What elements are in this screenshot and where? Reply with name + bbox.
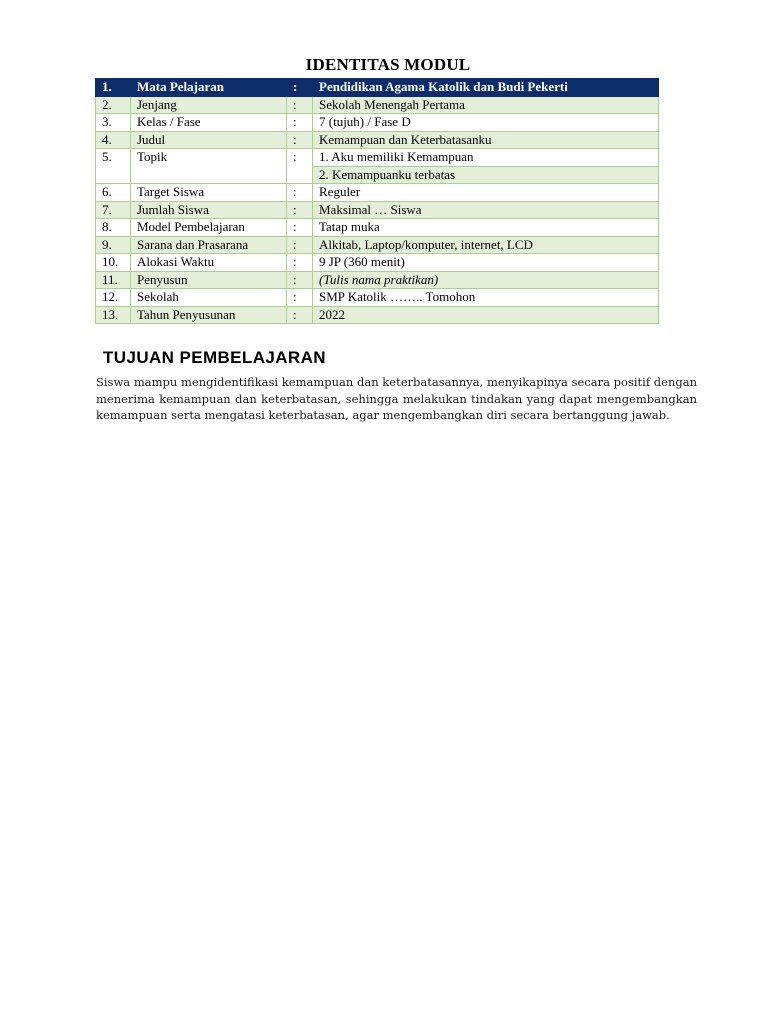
- table-header-row: [96, 79, 659, 97]
- row-value-list: [313, 149, 659, 184]
- row-number: 12.: [96, 289, 131, 307]
- row-label: Penyusun: [131, 271, 287, 289]
- topic-item: 2. Kemampuanku terbatas: [313, 167, 658, 184]
- row-number: 3.: [96, 114, 131, 132]
- row-label: Topik: [131, 149, 287, 184]
- row-label: Kelas / Fase: [131, 114, 287, 132]
- table-row: [96, 131, 659, 149]
- table-row: [96, 254, 659, 272]
- table-row: [96, 184, 659, 202]
- row-colon: :: [287, 149, 313, 184]
- row-colon: :: [287, 219, 313, 237]
- row-colon: :: [287, 201, 313, 219]
- table-row: [96, 289, 659, 307]
- table-row: [96, 96, 659, 114]
- row-value: Pendidikan Agama Katolik dan Budi Pekerti: [313, 79, 659, 97]
- row-label: Jenjang: [131, 96, 287, 114]
- table-row: [96, 201, 659, 219]
- row-label: Sarana dan Prasarana: [131, 236, 287, 254]
- section-heading: TUJUAN PEMBELAJARAN: [103, 348, 326, 367]
- row-number: 4.: [96, 131, 131, 149]
- row-number: 1.: [96, 79, 131, 97]
- row-label: Target Siswa: [131, 184, 287, 202]
- row-colon: :: [287, 254, 313, 272]
- row-number: 5.: [96, 149, 131, 184]
- row-number: 11.: [96, 271, 131, 289]
- table-row-topik: [96, 149, 659, 184]
- identity-table: [95, 78, 659, 324]
- table-row: [96, 236, 659, 254]
- row-colon: :: [287, 289, 313, 307]
- row-colon: :: [287, 114, 313, 132]
- row-value: (Tulis nama praktikan): [313, 271, 659, 289]
- table-row: [96, 271, 659, 289]
- row-label: Judul: [131, 131, 287, 149]
- row-value: Reguler: [313, 184, 659, 202]
- row-label: Alokasi Waktu: [131, 254, 287, 272]
- row-value: Sekolah Menengah Pertama: [313, 96, 659, 114]
- row-number: 7.: [96, 201, 131, 219]
- row-value: Tatap muka: [313, 219, 659, 237]
- section-paragraph: Siswa mampu mengidentifikasi kemampuan dan keterbatasannya, menyikapinya secara positif dengan menerima kemampuan dan keterbatasan, sehingga melakukan tindakan yang dapat mengembangkan kemampuan serta mengatasi keterbatasan, agar mengembangkan diri secara bertanggung jawab.: [96, 375, 697, 422]
- document-title: IDENTITAS MODUL: [305, 55, 471, 74]
- row-colon: :: [287, 79, 313, 97]
- row-number: 9.: [96, 236, 131, 254]
- table-row: [96, 219, 659, 237]
- row-colon: :: [287, 236, 313, 254]
- row-number: 6.: [96, 184, 131, 202]
- row-value: 9 JP (360 menit): [313, 254, 659, 272]
- table-row: [96, 306, 659, 324]
- row-value: SMP Katolik …….. Tomohon: [313, 289, 659, 307]
- row-number: 8.: [96, 219, 131, 237]
- row-number: 13.: [96, 306, 131, 324]
- row-value: 7 (tujuh) / Fase D: [313, 114, 659, 132]
- row-value: Alkitab, Laptop/komputer, internet, LCD: [313, 236, 659, 254]
- row-colon: :: [287, 271, 313, 289]
- row-value: Kemampuan dan Keterbatasanku: [313, 131, 659, 149]
- row-label: Sekolah: [131, 289, 287, 307]
- topic-item: 1. Aku memiliki Kemampuan: [313, 149, 658, 167]
- row-label: Tahun Penyusunan: [131, 306, 287, 324]
- row-colon: :: [287, 306, 313, 324]
- row-value: 2022: [313, 306, 659, 324]
- row-number: 10.: [96, 254, 131, 272]
- row-colon: :: [287, 96, 313, 114]
- row-label: Mata Pelajaran: [131, 79, 287, 97]
- row-label: Model Pembelajaran: [131, 219, 287, 237]
- row-number: 2.: [96, 96, 131, 114]
- row-value: Maksimal … Siswa: [313, 201, 659, 219]
- row-colon: :: [287, 131, 313, 149]
- table-row: [96, 114, 659, 132]
- row-colon: :: [287, 184, 313, 202]
- row-label: Jumlah Siswa: [131, 201, 287, 219]
